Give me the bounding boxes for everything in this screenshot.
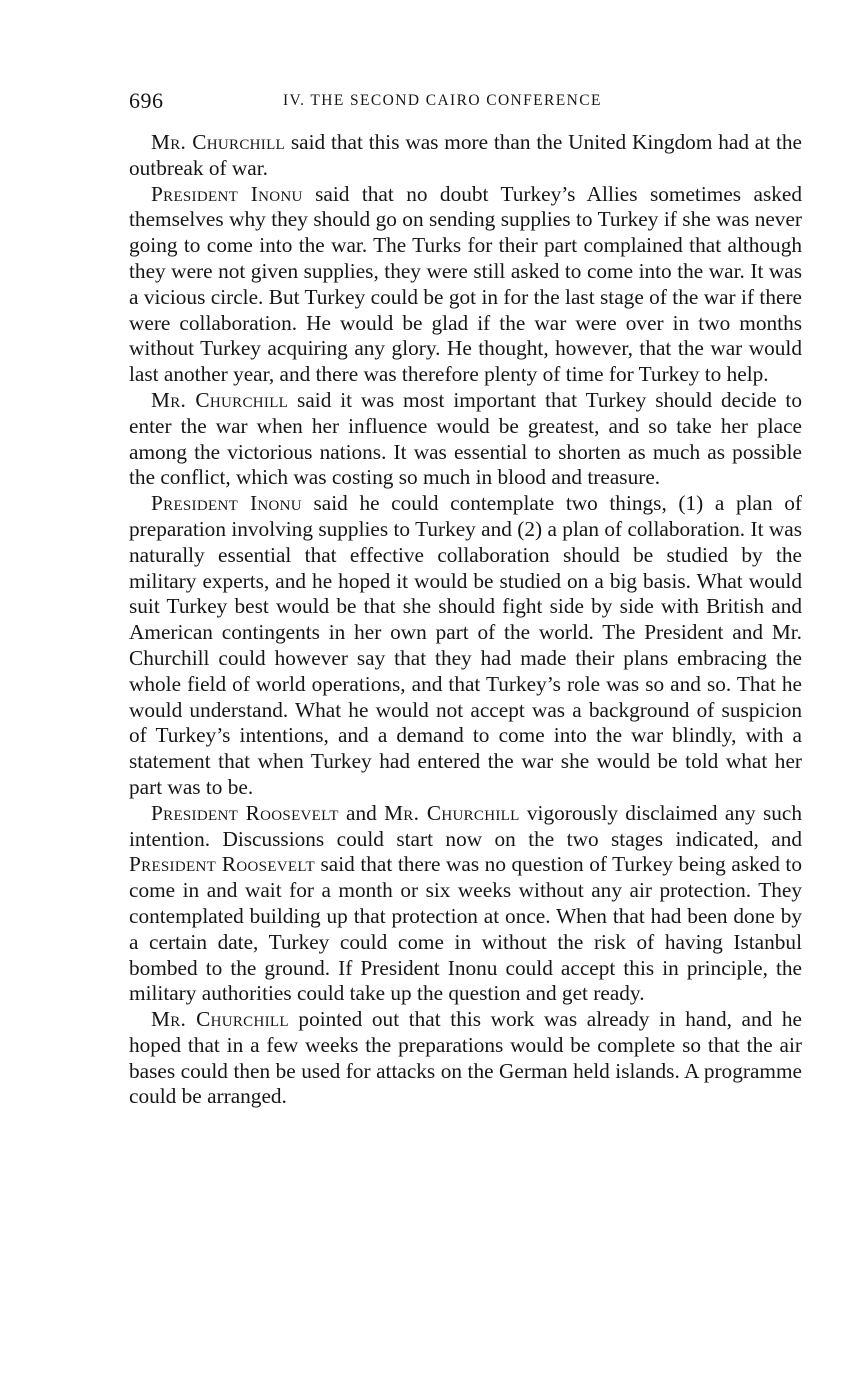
speaker-name: President Inonu <box>151 491 302 516</box>
paragraph-3 <box>129 388 802 491</box>
paragraph-text: said that this was more than the United Kingdom had at the outbreak of war. <box>129 130 802 180</box>
speaker-name: Mr. Churchill <box>384 800 520 825</box>
speaker-name: Mr. Churchill <box>151 130 286 154</box>
paragraph-text: said that no doubt Turkey’s Allies sometimes asked themselves why they should go on sending supplies to Turkey if she was never going to come into the war. The Turks for their part complained that although they were not given supplies, they were still asked to come into the war. It was a vicious circle. But Turkey could be got in for the last stage of the war if there were collaboration. He would be glad if the war were over in two months without Turkey acquiring any glory. He thought, however, that the war would last another year, and there was therefore plenty of time for Turkey to help. <box>129 181 802 387</box>
body-text <box>129 130 802 1110</box>
paragraph-text: pointed out that this work was already in hand, and he hoped that in a few weeks the preparations would be complete so that the air bases could then be used for attacks on the German held islands. A programme could be arranged. <box>129 1007 802 1109</box>
paragraph-2 <box>129 182 802 388</box>
speaker-name: Mr. Churchill <box>151 387 289 412</box>
paragraph-4 <box>129 491 802 801</box>
paragraph-text: vigorously disclaimed any such intention. Discussions could start now on the two stages indicated, and <box>129 800 802 851</box>
paragraph-5 <box>129 801 802 1007</box>
connector-text: and <box>338 800 385 825</box>
page-number: 696 <box>129 88 164 113</box>
paragraph-text: said that there was no question of Turkey being asked to come in and wait for a month or six weeks without any air protection. They contemplated building up that protection at once. When that had been done by a certain date, Turkey could come in without the risk of having Istanbul bombed to the ground. If President Inonu could accept this in principle, the military authorities could take up the question and get ready. <box>129 852 802 1006</box>
paragraph-text: said he could contemplate two things, (1) a plan of preparation involving supplies to Turkey and (2) a plan of collaboration. It was naturally essential that effective collaboration should be studied by the military experts, and he hoped it would be studied on a big basis. What would suit Turkey best would be that she should fight side by side with British and American contingents in her own part of the world. The President and Mr. Churchill could however say that they had made their plans embracing the whole field of world operations, and that Turkey’s role was so and so. That he would understand. What he would not accept was a background of suspicion of Turkey’s intentions, and a demand to come into the war blindly, with a statement that when Turkey had entered the war she would be told what her part was to be. <box>129 491 802 799</box>
speaker-name: President Inonu <box>151 181 303 206</box>
speaker-name: President Roosevelt <box>151 800 339 825</box>
speaker-name: President Roosevelt <box>129 852 315 877</box>
running-head <box>129 88 802 120</box>
paragraph-text: said it was most important that Turkey should decide to enter the war when her influence would be greatest, and so take her place among the victorious nations. It was essential to shorten as much as possible the conflict, which was costing so much in blood and treasure. <box>129 387 802 490</box>
paragraph-1 <box>129 130 802 182</box>
speaker-name: Mr. Churchill <box>151 1007 289 1032</box>
document-page <box>129 88 802 1110</box>
paragraph-6 <box>129 1007 802 1110</box>
running-title: IV. THE SECOND CAIRO CONFERENCE <box>283 92 602 109</box>
